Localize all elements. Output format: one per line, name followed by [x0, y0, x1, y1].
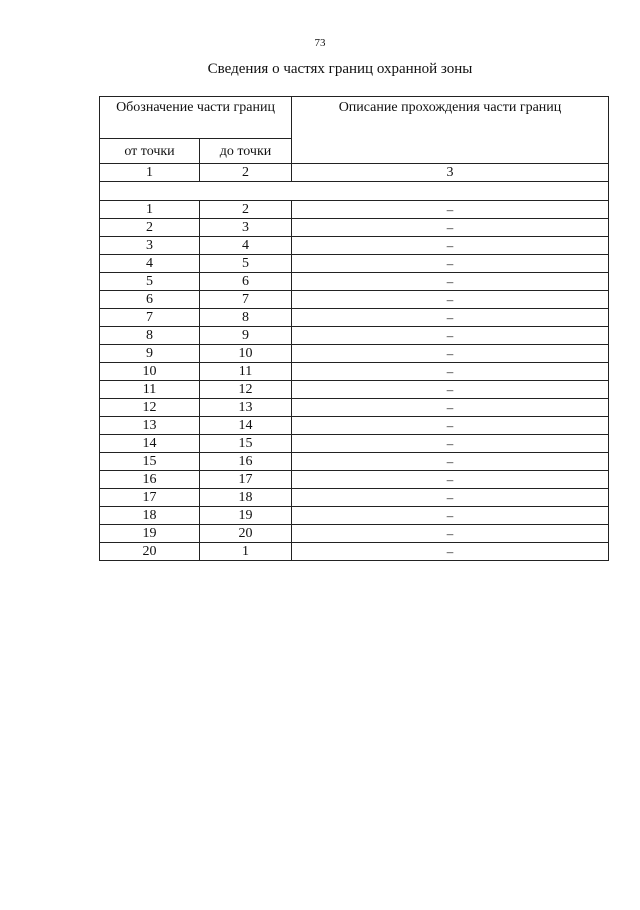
- to-point-cell: 9: [200, 327, 292, 345]
- table-row: [100, 291, 609, 309]
- to-point-cell: 4: [200, 237, 292, 255]
- column-number: 1: [100, 164, 200, 182]
- from-point-cell: 20: [100, 543, 200, 561]
- description-cell: –: [292, 453, 609, 471]
- from-point-cell: 14: [100, 435, 200, 453]
- description-cell: –: [292, 219, 609, 237]
- column-number: 3: [292, 164, 609, 182]
- empty-cell: [100, 182, 609, 201]
- description-cell: –: [292, 507, 609, 525]
- table-row: [100, 525, 609, 543]
- description-cell: –: [292, 417, 609, 435]
- description-cell: –: [292, 291, 609, 309]
- to-point-cell: 17: [200, 471, 292, 489]
- from-point-cell: 17: [100, 489, 200, 507]
- to-point-cell: 13: [200, 399, 292, 417]
- page-number: 73: [314, 37, 326, 49]
- table-row: [100, 381, 609, 399]
- from-point-cell: 10: [100, 363, 200, 381]
- description-cell: –: [292, 201, 609, 219]
- table-row: [100, 399, 609, 417]
- to-point-cell: 12: [200, 381, 292, 399]
- from-point-cell: 8: [100, 327, 200, 345]
- table-row: [100, 417, 609, 435]
- description-cell: –: [292, 327, 609, 345]
- boundary-part-designation-header: Обозначение части границ: [100, 97, 292, 139]
- from-point-cell: 19: [100, 525, 200, 543]
- to-point-cell: 5: [200, 255, 292, 273]
- from-point-cell: 15: [100, 453, 200, 471]
- to-point-cell: 19: [200, 507, 292, 525]
- from-point-cell: 3: [100, 237, 200, 255]
- table-row: [100, 471, 609, 489]
- from-point-cell: 1: [100, 201, 200, 219]
- table-row: [100, 507, 609, 525]
- to-point-cell: 8: [200, 309, 292, 327]
- document-title: Сведения о частях границ охранной зоны: [207, 61, 473, 77]
- from-point-cell: 7: [100, 309, 200, 327]
- table-row: [100, 327, 609, 345]
- from-point-header: от точки: [100, 139, 200, 164]
- to-point-cell: 18: [200, 489, 292, 507]
- description-cell: –: [292, 255, 609, 273]
- column-number-row: [100, 164, 609, 182]
- from-point-cell: 18: [100, 507, 200, 525]
- table-row: [100, 255, 609, 273]
- to-point-cell: 1: [200, 543, 292, 561]
- description-cell: –: [292, 309, 609, 327]
- table-row: [100, 489, 609, 507]
- description-cell: –: [292, 363, 609, 381]
- from-point-cell: 6: [100, 291, 200, 309]
- empty-section-row: [100, 182, 609, 201]
- to-point-cell: 15: [200, 435, 292, 453]
- from-point-cell: 13: [100, 417, 200, 435]
- to-point-header: до точки: [200, 139, 292, 164]
- table-row: [100, 219, 609, 237]
- description-cell: –: [292, 345, 609, 363]
- from-point-cell: 2: [100, 219, 200, 237]
- to-point-cell: 7: [200, 291, 292, 309]
- to-point-cell: 16: [200, 453, 292, 471]
- table-row: [100, 201, 609, 219]
- to-point-cell: 10: [200, 345, 292, 363]
- from-point-cell: 12: [100, 399, 200, 417]
- from-point-cell: 9: [100, 345, 200, 363]
- description-cell: –: [292, 399, 609, 417]
- to-point-cell: 6: [200, 273, 292, 291]
- column-number: 2: [200, 164, 292, 182]
- description-cell: –: [292, 237, 609, 255]
- description-cell: –: [292, 381, 609, 399]
- to-point-cell: 2: [200, 201, 292, 219]
- from-point-cell: 4: [100, 255, 200, 273]
- description-cell: –: [292, 543, 609, 561]
- description-cell: –: [292, 435, 609, 453]
- description-cell: –: [292, 273, 609, 291]
- table-row: [100, 345, 609, 363]
- to-point-cell: 14: [200, 417, 292, 435]
- from-point-cell: 16: [100, 471, 200, 489]
- from-point-cell: 5: [100, 273, 200, 291]
- table-header-row: [100, 97, 609, 139]
- table-row: [100, 363, 609, 381]
- table-row: [100, 543, 609, 561]
- table-row: [100, 273, 609, 291]
- to-point-cell: 20: [200, 525, 292, 543]
- table-row: [100, 435, 609, 453]
- table-row: [100, 453, 609, 471]
- from-point-cell: 11: [100, 381, 200, 399]
- boundary-parts-table: [99, 96, 609, 561]
- table-row: [100, 309, 609, 327]
- boundary-description-header: Описание прохождения части границ: [292, 97, 609, 164]
- description-cell: –: [292, 525, 609, 543]
- description-cell: –: [292, 471, 609, 489]
- table-row: [100, 237, 609, 255]
- description-cell: –: [292, 489, 609, 507]
- to-point-cell: 3: [200, 219, 292, 237]
- to-point-cell: 11: [200, 363, 292, 381]
